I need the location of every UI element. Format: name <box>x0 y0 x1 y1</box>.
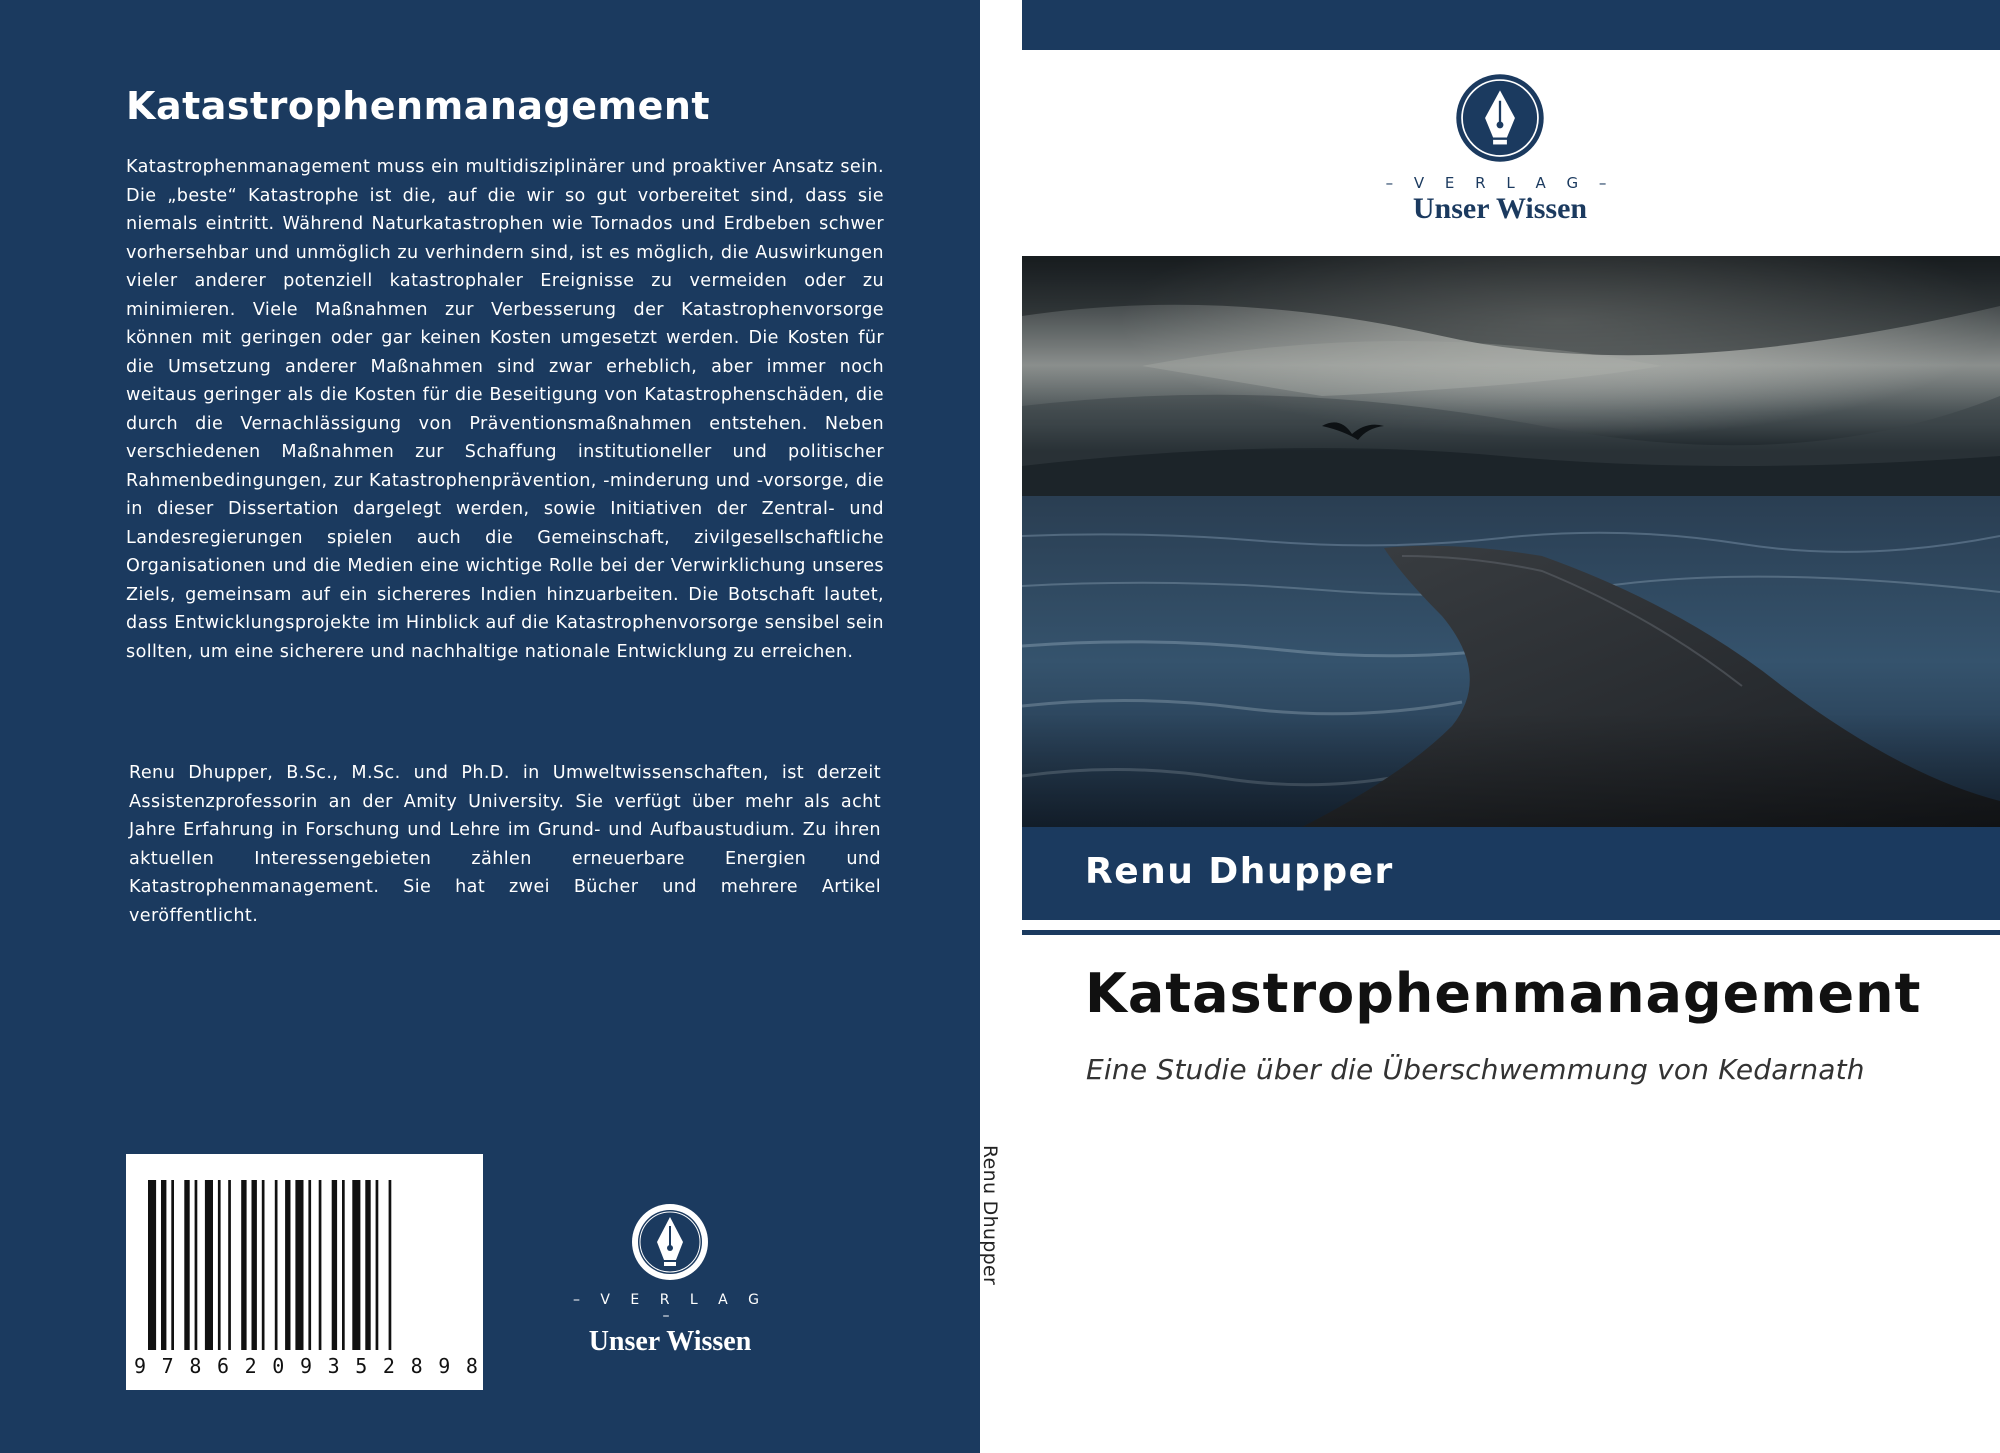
barcode-bar <box>295 1180 303 1350</box>
front-top-bar <box>1022 0 2000 50</box>
logo-publisher-name: Unser Wissen <box>1412 192 1588 225</box>
front-cover-title: Katastrophenmanagement <box>1085 962 1922 1025</box>
isbn-digit: 6 <box>216 1354 230 1378</box>
barcode-bar <box>285 1180 290 1350</box>
barcode-bar <box>148 1180 156 1350</box>
isbn-digit: 8 <box>410 1354 423 1378</box>
barcode-bar <box>195 1180 198 1350</box>
front-cover-subtitle: Eine Studie über die Überschwemmung von Kedarnath <box>1086 1053 1865 1086</box>
barcode-bar <box>241 1180 246 1350</box>
book-description: Katastrophenmanagement muss ein multidisziplinärer und proaktiver Ansatz sein. Die „beste“ Katastrophe ist die, auf die wir so gut vorbereitet sind, dass sie niemals eintritt. Während Naturkatastrophen wie Tornados und Erdbeben schwer vorhersehbar und unmöglich zu verhindern sind, ist es möglich, die Auswirkungen vieler anderer potenziell katastrophaler Ereignisse zu vermeiden oder zu minimieren. Viele Maßnahmen zur Verbesserung der Katastrophenvorsorge können mit geringen oder gar keinen Kosten umgesetzt werden. Die Kosten für die Umsetzung anderer Maßnahmen sind zwar erheblich, aber immer noch weitaus geringer als die Kosten für die Beseitigung von Katastrophenschäden, die durch die Vernachlässigung von Präventionsmaßnahmen entstehen. Neben verschiedenen Maßnahmen zur Schaffung institutioneller und politischer Rahmenbedingungen, zur Katastrophenprävention, -minderung und -vorsorge, die in dieser Dissertation dargelegt werden, sowie Initiativen der Zentral- und Landesregierungen spielen auch die Gemeinschaft, zivilgesellschaftliche Organisationen und die Medien eine wichtige Rolle bei der Verwirklichung unseres Ziels, gemeinsam auf ein sichereres Indien hinzuarbeiten. Die Botschaft lautet, dass Entwicklungsprojekte im Hinblick auf die Katastrophenvorsorge sensibel sein sollten, um eine sicherere und nachhaltige nationale Entwicklung zu erreichen. <box>126 157 884 662</box>
isbn-digit: 3 <box>327 1354 340 1378</box>
logo-publisher-name: Unser Wissen <box>588 1326 752 1357</box>
barcode-bar <box>376 1180 379 1350</box>
isbn-barcode <box>126 1154 483 1390</box>
isbn-number <box>134 1354 478 1378</box>
barcode-bar <box>218 1180 221 1350</box>
isbn-digit: 2 <box>244 1354 257 1378</box>
isbn-digit: 8 <box>465 1354 478 1378</box>
barcode-bar <box>184 1180 189 1350</box>
barcode-bar <box>352 1180 360 1350</box>
back-cover <box>0 0 980 1453</box>
publisher-logo-back <box>565 1202 775 1358</box>
barcode-bar <box>332 1180 337 1350</box>
book-spine <box>980 0 1022 1453</box>
isbn-digit: 9 <box>438 1354 451 1378</box>
fountain-pen-nib-icon <box>630 1202 710 1282</box>
barcode-bar <box>342 1180 345 1350</box>
isbn-digit: 5 <box>355 1354 368 1378</box>
divider-rule <box>1022 930 2000 935</box>
isbn-digit: 7 <box>161 1354 174 1378</box>
barcode-bar <box>262 1180 265 1350</box>
publisher-logo-front <box>1380 72 1620 226</box>
isbn-digit: 2 <box>382 1354 395 1378</box>
fountain-pen-nib-icon <box>1454 72 1546 164</box>
barcode-bar <box>319 1180 322 1350</box>
barcode-bar <box>161 1180 166 1350</box>
spine-author: Renu Dhupper <box>979 1145 1001 1286</box>
stormy-sea-image <box>1022 256 2000 827</box>
author-biography: Renu Dhupper, B.Sc., M.Sc. und Ph.D. in Umweltwissenschaften, ist derzeit Assistenzprofessorin an der Amity University. Sie verfügt über mehr als acht Jahre Erfahrung in Forschung und Lehre im Grund- und Aufbaustudium. Zu ihren aktuellen Interessengebieten zählen erneuerbare Energien und Katastrophenmanagement. Sie hat zwei Bücher und mehrere Artikel veröffentlicht. <box>129 763 881 926</box>
isbn-digit: 0 <box>272 1354 285 1378</box>
isbn-digit: 9 <box>299 1354 312 1378</box>
back-cover-title: Katastrophenmanagement <box>126 84 711 128</box>
cover-photo <box>1022 256 2000 827</box>
barcode-bar <box>365 1180 370 1350</box>
isbn-digit: 9 <box>134 1354 147 1378</box>
barcode-bar <box>308 1180 311 1350</box>
barcode-bar <box>228 1180 231 1350</box>
logo-verlag-text: – V E R L A G – <box>572 1292 768 1324</box>
author-band <box>1022 827 2000 920</box>
front-cover-author: Renu Dhupper <box>1085 851 1394 892</box>
barcode-bar <box>252 1180 257 1350</box>
barcode-bar <box>205 1180 213 1350</box>
isbn-digit: 8 <box>189 1354 202 1378</box>
barcode-bar <box>389 1180 392 1350</box>
barcode-bar <box>171 1180 174 1350</box>
barcode-bar <box>275 1180 278 1350</box>
logo-verlag-text: – V E R L A G – <box>1385 174 1615 192</box>
